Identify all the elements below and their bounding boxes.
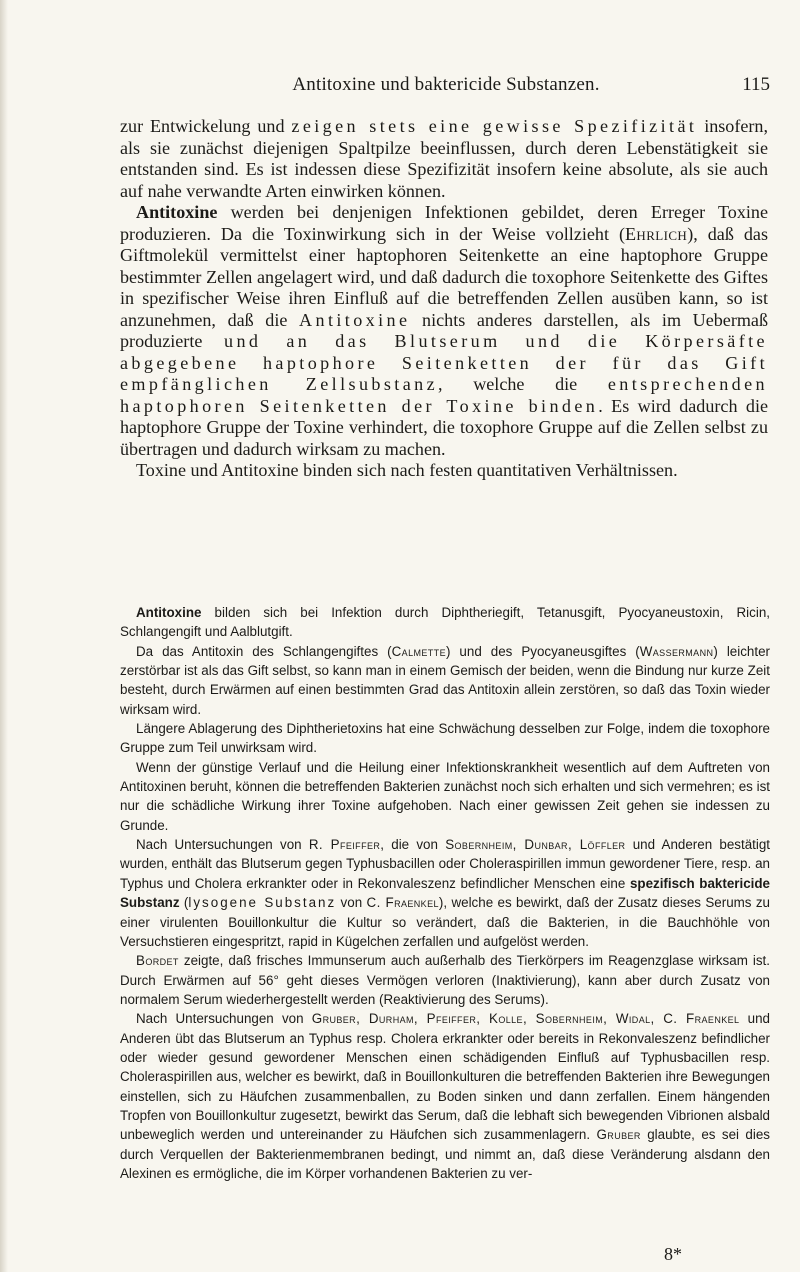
bold-term: Antitoxine [136,202,218,222]
text-run: Nach Untersuchungen von [136,1011,312,1027]
text-run: ) leichter zerstörbar ist als das Gift selbst, so kann man in einem Gemisch der beiden, wenn die Bindung nur kurze Zeit besteht, durch Erwärmen auf einen bestimmten Grad das Antitoxin allein zerstören, so daß das Toxin wieder wirksam wird. [120,643,770,717]
small-paragraph [120,642,770,719]
small-paragraph [120,719,770,758]
spaced-emphasis: entsprechenden haptophoren Seitenketten der Toxine binden [120,374,769,416]
text-run: Nach Untersuchungen von [136,837,309,853]
text-run: werden bei denjenigen Infektionen gebildet, deren Erreger Toxine produzieren. Da die Toxinwirkung sich in der Weise vollzieht ( [120,202,768,244]
small-paragraph [120,603,770,642]
author-name: C. Fraenkel [366,895,439,911]
bold-term: Antitoxine [136,605,202,620]
text-run: , die von [380,837,446,853]
text-run: und Anderen übt das Blutserum an Typhus resp. Cholera erkrankter oder bereits in Rekonvaleszenz befindlicher oder wieder gesund gewordener Menschen einen schädigenden Einfluß auf Typhusbacillen resp. Choleraspirillen aus, welcher es bewirkt, daß in Bouillonkulturen die betreffenden Bakterien ihre Bewegungen einstellen, sich zu Häufchen zusammenballen, zu Boden sinken und dann zerfallen. Einem hängenden Tropfen von Bouillonkultur zugesetzt, bewirkt das Serum, daß die lebhaft sich bewegenden Vibrionen alsbald unbeweglich werden und untereinander zu Häufchen sich zusammenlagern. [120,1011,770,1143]
spine-shadow [0,0,8,1272]
author-name: Sobernheim, Dunbar, Löffler [445,837,626,853]
text-run: ), welche es bewirkt, daß der Zusatz dieses Serums zu einer virulenten Bouillonkultur die Kultur so verändert, daß die Bakterien, in die Bauchhöhle von Versuchstieren eingespritzt, rapid in Kügelchen zerfallen und aufgelöst werden. [120,895,771,949]
running-head [122,74,770,98]
text-run: , welche die [438,374,608,394]
author-name: Bordet [136,953,179,969]
author-name: Calmette [391,643,446,659]
author-name: Gruber [596,1127,641,1143]
text-run: von [336,895,367,911]
spaced-emphasis: und an das Blutserum und die Körpersäfte abgegebene haptophore Seitenketten der für das Gift empfänglichen Zellsubstanz [120,331,768,394]
text-run: Toxine und Antitoxine binden sich nach festen quantitativen Verhältnissen. [136,460,678,480]
text-run: bilden sich bei Infektion durch Diphtheriegift, Tetanusgift, Pyocyaneustoxin, Ricin, Schlangengift und Aalblutgift. [120,605,770,640]
text-run: insofern, als sie zunächst diejenigen Spaltpilze beeinflussen, durch deren Lebenstätigkeit sie entstanden sind. Es ist indessen diese Spezifizität insofern keine absolute, als sie auch auf nahe verwandte Arten einwirken können. [120,116,769,201]
paragraph-specificity [120,116,768,202]
small-paragraph [120,1009,770,1183]
text-run: . Es wird dadurch die haptophore Gruppe der Toxine verhindert, die toxophore Gruppe auf die Zellen selbst zu übertragen und dadurch wirksam zu machen. [120,395,768,459]
text-run: zur Entwickelung und [120,116,292,136]
bold-term: spezifisch baktericide Substanz [120,875,771,911]
small-paragraph [120,835,770,951]
small-print-section [120,603,770,1183]
text-run: Längere Ablagerung des Diphtherietoxins hat eine Schwächung desselben zur Folge, indem die toxophore Gruppe zum Teil unwirksam wird. [120,721,770,756]
author-name: Wassermann [639,643,714,659]
text-run: ( [179,895,189,911]
spaced-emphasis: Antitoxine [299,309,411,330]
signature-mark: 8* [664,1244,682,1264]
paragraph-quantitative [120,460,768,482]
main-text [120,116,768,482]
spaced-emphasis: zeigen stets eine gewisse Spezifizität [291,116,698,136]
text-run: und Anderen bestätigt wurden, enthält das Blutserum gegen Typhusbacillen oder Choleraspirillen immun gewordener Tiere, resp. an Typhus und Cholera erkrankter oder in Rekonvaleszenz befindlicher Menschen eine [120,837,771,891]
author-name: Gruber, Durham, Pfeiffer, Kolle, Sobernheim, Widal, C. Fraenkel [311,1011,740,1027]
text-run: nichts anderes darstellen, als im Uebermaß produzierte [120,309,768,351]
text-run: glaubte, es sei dies durch Verquellen der Bakterienmembranen bedingt, und nimmt an, daß diese Veränderung alsdann den Alexinen es ermögliche, die im Körper vorhandenen Bakterien zu ver- [120,1127,770,1181]
author-name: R. Pfeiffer [308,837,381,853]
text-run: Da das Antitoxin des Schlangengiftes ( [136,643,392,659]
spaced-emphasis: lysogene Substanz [188,895,337,911]
page-number: 115 [742,74,770,95]
small-paragraph [120,758,770,835]
author-name: Ehrlich [624,223,688,244]
text-run: zeigte, daß frisches Immunserum auch außerhalb des Tierkörpers im Reagenzglase wirksam ist. Durch Erwärmen auf 56° geht dieses Vermögen verloren (Inaktivierung), kann aber durch Zusatz von normalem Serum wiederhergestellt werden (Reaktivierung des Serums). [120,953,770,1007]
small-paragraph [120,951,770,1009]
paragraph-antitoxine [120,202,768,460]
text-run: Wenn der günstige Verlauf und die Heilung einer Infektionskrankheit wesentlich auf dem Auftreten von Antitoxinen beruht, können die betreffenden Bakterien zunächst noch sich erhalten und sich vermehren; es ist nur die schädliche Wirkung ihrer Toxine aufgehoben. Nach einer gewissen Zeit gehen sie indessen zu Grunde. [120,759,770,833]
running-title: Antitoxine und baktericide Substanzen. [292,74,600,95]
text-run: ) und des Pyocyaneusgiftes ( [445,643,640,659]
text-run: ), daß das Giftmolekül vermittelst einer haptophoren Seitenkette an eine haptophore Gruppe bestimmter Zellen angelagert wird, und daß dadurch die toxophore Seitenkette des Giftes in spezifischer Weise ihren Einfluß auf die betreffenden Zellen ausüben kann, so ist anzunehmen, daß die [120,223,768,330]
